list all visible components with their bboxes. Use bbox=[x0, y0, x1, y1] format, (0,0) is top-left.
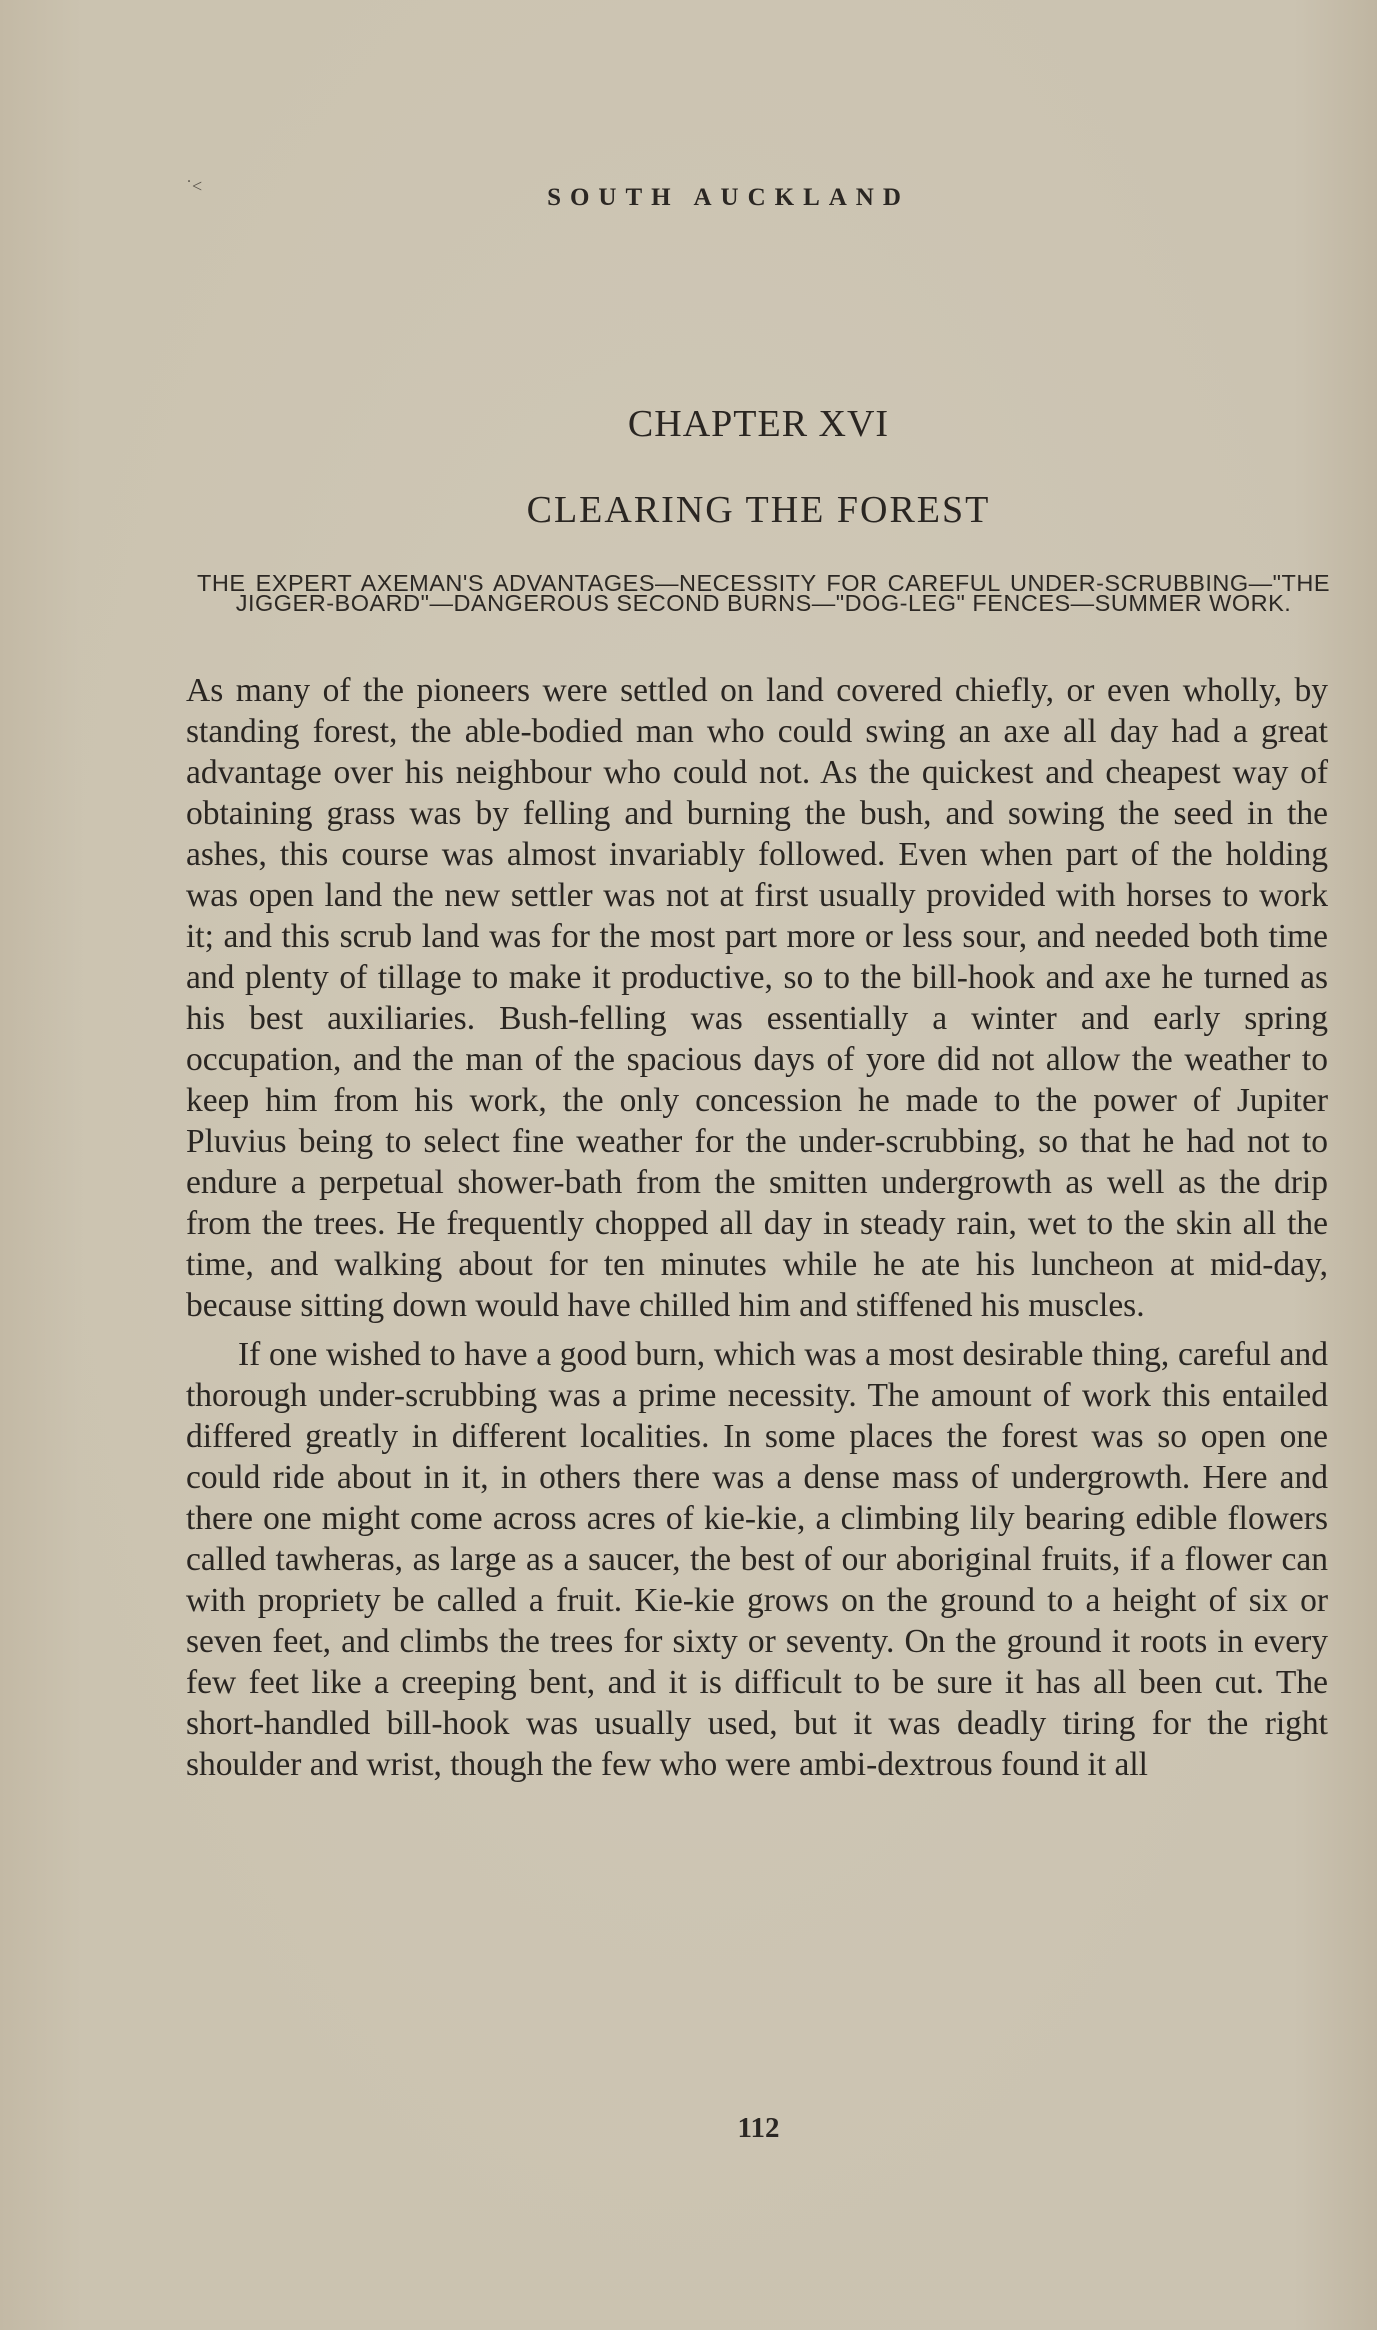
chapter-number: CHAPTER XVI bbox=[627, 403, 890, 445]
chapter-title: CLEARING THE FOREST bbox=[526, 489, 991, 531]
page-number: 112 bbox=[737, 2112, 780, 2144]
margin-mark: ˙< bbox=[186, 176, 203, 196]
paragraph-1: As many of the pioneers were settled on land covered chiefly, or even wholly, by standing forest, the able-bodied man who could swing an axe all day had a great advantage over his neighbour who could not. As the quickest and cheapest way of obtaining grass was by felling and burning the bush, and sowing the seed in the ashes, this course was almost invariably followed. Even when part of the holding was open land the new settler was not at first usually provided with horses to work it; and this scrub land was for the most part more or less sour, and needed both time and plenty of tillage to make it productive, so to the bill-hook and axe he turned as his best auxiliaries. Bush-felling was essentially a winter and early spring occupation, and the man of the spacious days of yore did not allow the weather to keep him from his work, the only concession he made to the power of Jupiter Pluvius being to select fine weather for the under-scrubbing, so that he had not to endure a perpetual shower-bath from the smitten undergrowth as well as the drip from the trees. He frequently chopped all day in steady rain, wet to the skin all the time, and walking about for ten minutes while he ate his luncheon at mid-day, because sitting down would have chilled him and stiffened his muscles. bbox=[186, 672, 1328, 1324]
chapter-synopsis: THE EXPERT AXEMAN'S ADVANTAGES—NECESSITY FOR CAREFUL UNDER-SCRUBBING—"THE JIGGER-BOARD"—DANGEROUS SECOND BURNS—"DOG-LEG" FENCES—SUMMER WORK. bbox=[197, 570, 1330, 616]
running-head: SOUTH AUCKLAND bbox=[547, 184, 910, 211]
paragraph-2: If one wished to have a good burn, which was a most desirable thing, careful and thorough under-scrubbing was a prime necessity. The amount of work this entailed differed greatly in different localities. In some places the forest was so open one could ride about in it, in others there was a dense mass of undergrowth. Here and there one might come across acres of kie-kie, a climbing lily bearing edible flowers called tawheras, as large as a saucer, the best of our aboriginal fruits, if a flower can with propriety be called a fruit. Kie-kie grows on the ground to a height of six or seven feet, and climbs the trees for sixty or seventy. On the ground it roots in every few feet like a creeping bent, and it is difficult to be sure it has all been cut. The short-handled bill-hook was usually used, but it was deadly tiring for the right shoulder and wrist, though the few who were ambi-dextrous found it all bbox=[186, 1336, 1328, 1783]
body-text bbox=[186, 670, 1328, 1785]
